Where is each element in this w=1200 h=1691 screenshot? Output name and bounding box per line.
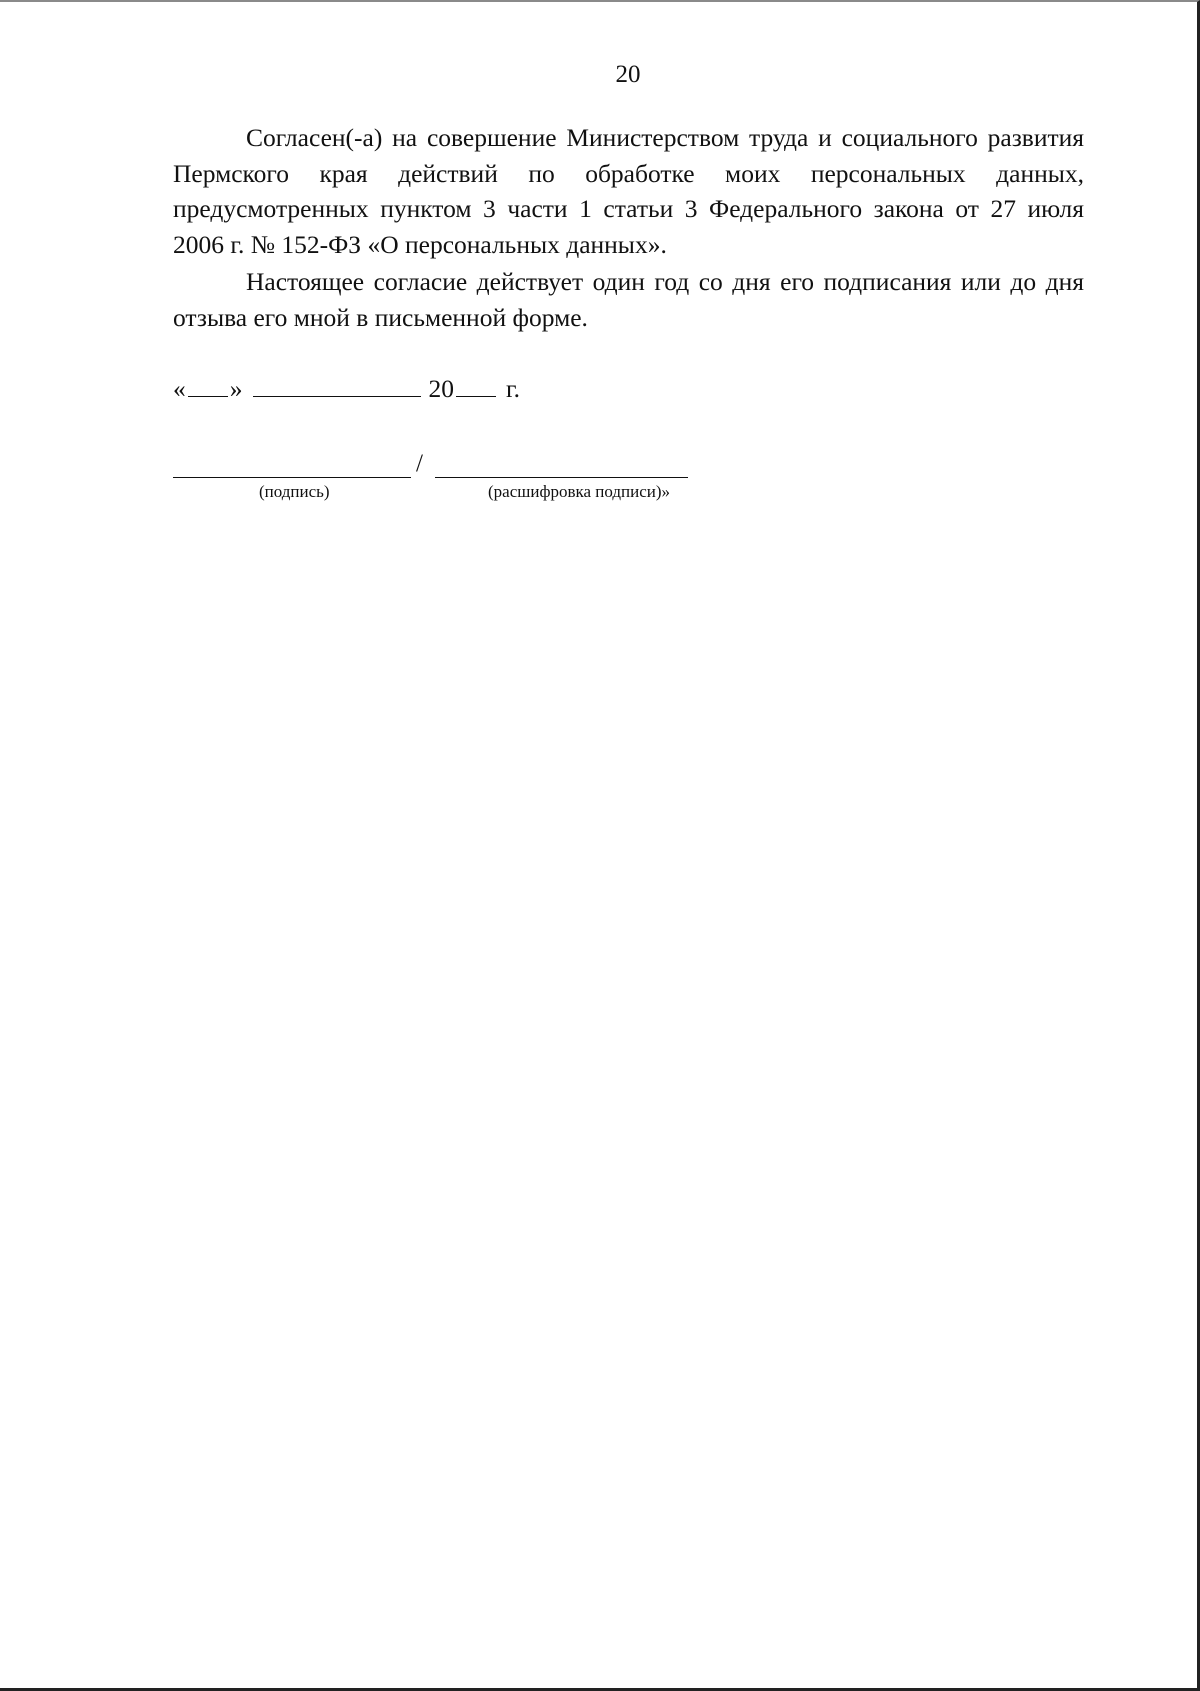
signature-row (173, 449, 723, 479)
year-suffix: г. (506, 374, 520, 403)
year-prefix: 20 (428, 374, 454, 403)
year-blank (456, 372, 496, 397)
consent-paragraph: Согласен(-а) на совершение Министерством труда и социального развития Пермского края действий по обработке моих персональных данных, предусмотренных пунктом 3 части 1 статьи 3 Федерального закона от 27 июля 2006 г. № 152-ФЗ «О персональных данных». (173, 123, 1084, 259)
validity-paragraph: Настоящее согласие действует один год со дня его подписания или до дня отзыва его мной в письменной форме. (173, 267, 1084, 332)
day-blank (188, 372, 228, 397)
page-number: 20 (615, 61, 641, 88)
signature-decode-line (435, 477, 688, 478)
signature-line (173, 477, 411, 478)
month-blank (253, 372, 421, 397)
date-close-quote: » (229, 374, 243, 403)
date-line (173, 372, 520, 404)
signature-caption: (подпись) (259, 482, 330, 501)
date-open-quote: « (173, 374, 186, 403)
signature-decode-caption: (расшифровка подписи)» (488, 482, 671, 501)
signature-separator: / (416, 450, 423, 477)
